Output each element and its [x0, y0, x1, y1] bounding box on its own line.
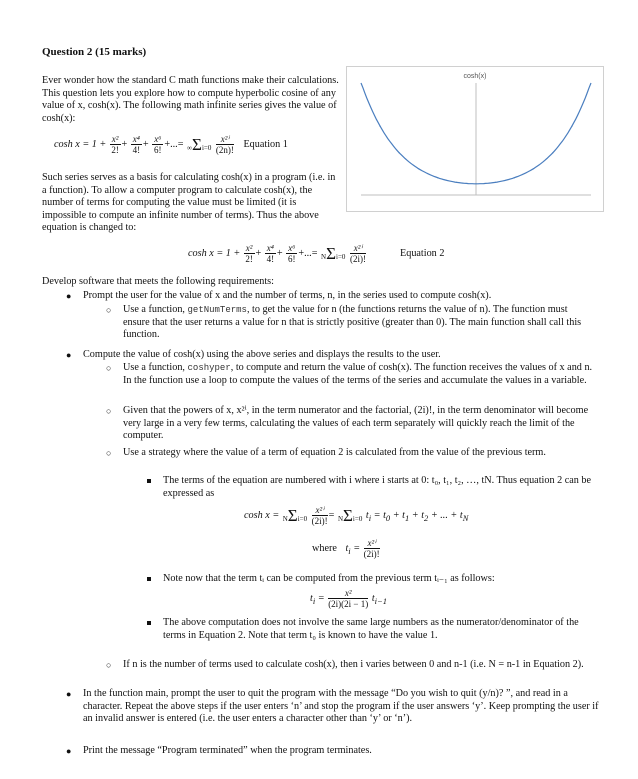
bullet-icon: ● [66, 746, 72, 756]
data-point [399, 152, 400, 153]
requirement-2: Compute the value of cosh(x) using the above series and displays the results to the user. [83, 349, 441, 360]
code-coshyper: coshyper [187, 363, 231, 373]
bullet-icon: ● [66, 350, 72, 360]
intro-paragraph: Ever wonder how the standard C math functions make their calculations. This question lets you explore how to compute hyperbolic cosine of any value of x, cosh(x). The following math infinite series gives the value of cosh(x): [42, 75, 339, 124]
data-point [533, 168, 534, 169]
recurrence-note: Note now that the term tᵢ can be computed from the previous term tᵢ₋₁ as follows: [163, 573, 495, 584]
data-point [418, 168, 419, 169]
circle-bullet-icon: ○ [106, 406, 112, 416]
data-point [380, 126, 381, 127]
square-bullet-icon [147, 621, 151, 625]
bullet-icon: ● [66, 689, 72, 699]
equation-1-label: Equation 1 [243, 138, 288, 150]
where-label: where [312, 542, 337, 554]
code-getnumterms: getNumTerms [187, 305, 247, 315]
square-bullet-icon [147, 577, 151, 581]
chart-title: cosh(x) [463, 73, 487, 80]
requirement-4: Print the message “Program terminated” when the program terminates. [83, 745, 372, 756]
square-bullet-icon [147, 479, 151, 483]
circle-bullet-icon: ○ [106, 363, 112, 373]
term-numbering: The terms of the equation are numbered with i where i starts at 0: t₀, t₁, t₂, …, tN. Thus equation 2 can be expressed as [163, 475, 592, 499]
equation-2: cosh x = 1 + $\frac{\text{x²}}{2!}$ + $\frac{\text{x⁴}}{4!}$ + $\frac{\text{x⁶}}{6!}$ +...= NΣi=0 $\frac{\text{x²ⁱ}}{(2i)!}$ [188, 243, 366, 264]
requirement-3: In the function main, prompt the user to quit the program with the message “Do you wish to quit (y/n)? ”, and read in a character. Repeat the above steps if the user enters ‘n’ and stop the program if the user answers ‘y’. Keep prompting the user if an invalid answer is entered (i.e. the user enters a character other than ‘y’ or ‘n’). [83, 688, 599, 725]
series-basis-paragraph: Such series serves as a basis for calculating cosh(x) in a program (i.e. in a function). To allow a computer program to calculate cosh(x), the number of terms for computing the value must be limited (it is impossible to compute an infinite number of terms). Thus the above equation is changed to: [42, 172, 336, 234]
bullet-icon: ● [66, 291, 72, 301]
equation-1: cosh x = 1 + $\frac{\text{x²}}{2!}$ + $\frac{\text{x⁴}}{4!}$ + $\frac{\text{x⁶}}{6!}$ +...= ∞Σi=0 $\frac{\text{x²ⁱ}}{(2n)!}$ Equation 1 [54, 134, 288, 155]
data-point [571, 126, 572, 127]
equation-recurrence: $t_i$ = $\frac{\text{x²}}{(2i)(2i - 1)}$ $t_{i-1}$ [310, 588, 388, 609]
requirement-1: Prompt the user for the value of x and the number of terms, n, in the series used to compute cosh(x). [83, 290, 492, 301]
circle-bullet-icon: ○ [106, 660, 112, 670]
equation-2-label: Equation 2 [400, 248, 445, 259]
equation-term-definition: where $t_i$ = $\frac{\text{x²ⁱ}}{(2i)!}$ [312, 538, 380, 559]
circle-bullet-icon: ○ [106, 448, 112, 458]
requirement-1-detail: Use a function, getNumTerms, to get the value for n (the functions returns the value of n). The function must ensure that the user returns a value for n that is strictly positive (greater than 0). The main function shall call this function. [123, 304, 582, 341]
computation-note: The above computation does not involve the same large numbers as the numerator/denominator of the terms in Equation 2. Note that term t₀ is known to have the value 1. [163, 617, 579, 641]
data-point [552, 152, 553, 153]
develop-intro: Develop software that meets the following requirements: [42, 276, 274, 287]
question-heading: Question 2 (15 marks) [42, 46, 147, 58]
equation-terms-sum: cosh x = NΣi=0 $\frac{\text{x²ⁱ}}{(2i)!}$ = NΣi=0 $t_i = t_0 + t_1 + t_2$ + ... + $t_N$ [244, 505, 469, 526]
requirement-2-range: If n is the number of terms used to calculate cosh(x), then i varies between 0 and n-1 (i.e. N = n-1 in Equation 2). [123, 659, 584, 670]
requirement-2-coshyper: Use a function, coshyper, to compute and return the value of cosh(x). The function receives the values of x and n. In the function use a loop to compute the values of the terms of the series and accumulate the values in a variable. [123, 362, 593, 386]
requirement-2-strategy: Use a strategy where the value of a term of equation 2 is calculated from the value of the previous term. [123, 447, 546, 458]
circle-bullet-icon: ○ [106, 305, 112, 315]
requirement-2-powers: Given that the powers of x, x²ⁱ, in the term numerator and the factorial, (2i)!, in the term denominator will become very large in a very few terms, calculating the values of each term separately will quickly reach the limit of the computer. [123, 405, 589, 442]
